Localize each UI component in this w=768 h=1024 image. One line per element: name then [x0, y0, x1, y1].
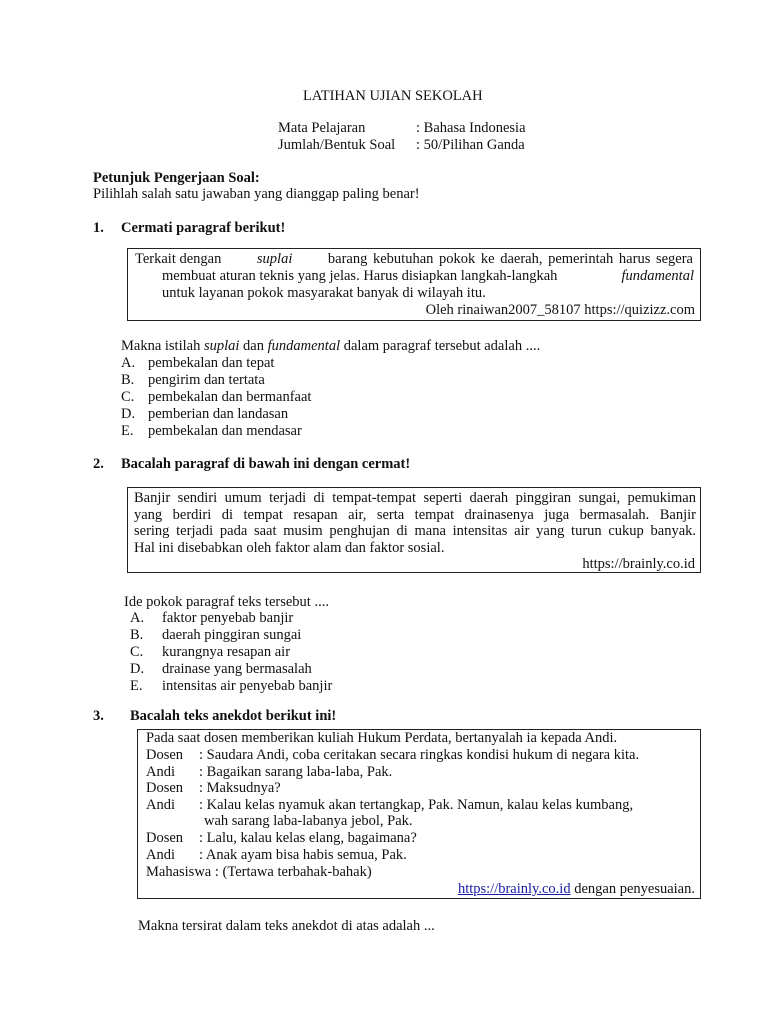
q2-title: Bacalah paragraf di bawah ini dengan cermat! — [121, 456, 411, 472]
option-text: pemberian dan landasan — [148, 406, 289, 422]
q1-source: Oleh rinaiwan2007_58107 https://quizizz.com — [425, 302, 695, 318]
option-text: intensitas air penyebab banjir — [162, 678, 333, 694]
q3-anecdote-box — [137, 729, 701, 899]
text: membuat aturan teknis yang jelas. Harus disiapkan langkah-langkah — [162, 268, 558, 284]
dialog-speaker: Andi — [146, 763, 175, 780]
q2-passage-line3: sering terjadi pada saat musim penghujan di mana intensitas air yang turun cukup banyak. — [134, 523, 696, 539]
dialog-speaker: Andi — [146, 796, 175, 813]
option-text: kurangnya resapan air — [162, 644, 291, 660]
term-fundamental: fundamental — [621, 268, 694, 284]
q2-stem: Ide pokok paragraf teks tersebut .... — [124, 594, 329, 610]
q3-source-link[interactable]: https://brainly.co.id — [457, 881, 571, 897]
dialog-text: : Kalau kelas nyamuk akan tertangkap, Pak. Namun, kalau kelas kumbang, — [199, 796, 634, 813]
option-letter: D. — [130, 661, 145, 677]
q1-stem — [121, 338, 540, 355]
option-text: pembekalan dan mendasar — [148, 423, 302, 439]
text: fundamental — [267, 338, 341, 354]
option-text: daerah pinggiran sungai — [162, 627, 302, 643]
q3-intro: Pada saat dosen memberikan kuliah Hukum Perdata, bertanyalah ia kepada Andi. — [146, 730, 618, 746]
meta-label-subject: Mata Pelajaran — [278, 120, 366, 136]
document-title: LATIHAN UJIAN SEKOLAH — [303, 88, 483, 104]
option-letter: B. — [121, 372, 135, 388]
q1-passage-line1 — [135, 251, 693, 268]
q3-title: Bacalah teks anekdot berikut ini! — [130, 708, 337, 724]
dialog-text: wah sarang laba-labanya jebol, Pak. — [204, 813, 413, 830]
option-letter: D. — [121, 406, 136, 422]
option-letter: B. — [130, 627, 144, 643]
q2-passage-line1: Banjir sendiri umum terjadi di tempat-tempat seperti daerah pinggiran sungai, pemukiman — [134, 490, 696, 506]
q1-passage-box — [127, 248, 701, 321]
text: Terkait dengan — [135, 251, 222, 267]
option-text: drainase yang bermasalah — [162, 661, 312, 677]
q2-passage-box — [127, 487, 701, 573]
q1-passage-line3: untuk layanan pokok masyarakat banyak di wilayah itu. — [162, 285, 486, 301]
text: dengan penyesuaian. — [570, 881, 695, 897]
q3-closing: Mahasiswa : (Tertawa terbahak-bahak) — [146, 864, 372, 880]
dialog-text: : Anak ayam bisa habis semua, Pak. — [199, 846, 407, 863]
instructions-text: Pilihlah salah satu jawaban yang dianggap paling benar! — [93, 186, 420, 202]
q3-source — [458, 881, 695, 898]
q2-passage-line4: Hal ini disebabkan oleh faktor alam dan faktor sosial. — [134, 540, 445, 556]
dialog-speaker: Dosen — [146, 830, 184, 846]
text: dalam paragraf tersebut adalah .... — [343, 338, 541, 354]
instructions-heading: Petunjuk Pengerjaan Soal: — [93, 170, 260, 186]
dialog-speaker: Andi — [146, 846, 175, 863]
meta-value-subject: : Bahasa Indonesia — [416, 120, 526, 136]
q3-number: 3. — [93, 708, 104, 724]
option-text: pembekalan dan bermanfaat — [148, 389, 312, 405]
dialog-speaker: Dosen — [146, 780, 184, 797]
option-letter: E. — [121, 423, 134, 439]
meta-value-count: : 50/Pilihan Ganda — [416, 137, 525, 153]
text: barang kebutuhan pokok ke daerah, pemerintah harus segera — [327, 251, 693, 267]
option-letter: E. — [130, 678, 143, 694]
text: suplai — [203, 338, 240, 354]
option-text: pembekalan dan tepat — [148, 355, 275, 371]
option-text: pengirim dan tertata — [148, 372, 265, 388]
option-letter: A. — [130, 610, 145, 626]
dialog-text: : Lalu, kalau kelas elang, bagaimana? — [199, 830, 417, 846]
dialog-speaker: Dosen — [146, 747, 184, 763]
dialog-text: : Bagaikan sarang laba-laba, Pak. — [199, 763, 393, 780]
option-letter: C. — [130, 644, 144, 660]
q3-stem: Makna tersirat dalam teks anekdot di atas adalah ... — [138, 918, 435, 934]
term-suplai: suplai — [256, 251, 293, 267]
dialog-text: : Maksudnya? — [199, 780, 281, 797]
meta-label-count: Jumlah/Bentuk Soal — [278, 137, 396, 153]
option-letter: A. — [121, 355, 136, 371]
q2-source: https://brainly.co.id — [582, 556, 695, 572]
q2-passage-line2: yang berdiri di tempat resapan air, serta tempat drainasenya juga bermasalah. Banjir — [134, 507, 696, 523]
dialog-text: : Saudara Andi, coba ceritakan secara ringkas kondisi hukum di negara kita. — [199, 747, 640, 763]
option-letter: C. — [121, 389, 135, 405]
q1-passage-line2 — [162, 268, 694, 285]
option-text: faktor penyebab banjir — [162, 610, 294, 626]
text: dan — [243, 338, 264, 354]
q1-title: Cermati paragraf berikut! — [121, 220, 286, 236]
q1-number: 1. — [93, 220, 104, 236]
text: Makna istilah — [121, 338, 201, 354]
q2-number: 2. — [93, 456, 104, 472]
